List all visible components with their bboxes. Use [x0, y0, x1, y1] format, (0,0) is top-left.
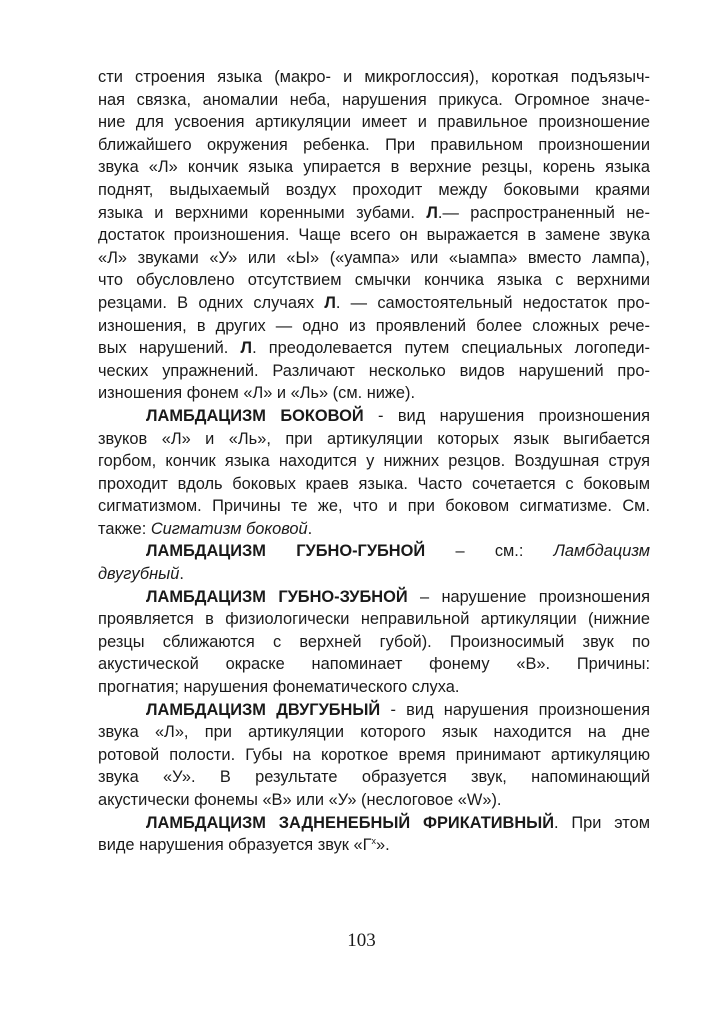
cross-reference: Сигматизм боковой	[150, 519, 308, 538]
text-line: резцы сближаются с верхней губой). Произносимый звук по	[98, 632, 650, 651]
text-line: звука «Л», при артикуляции которого язык находится на дне	[98, 723, 650, 742]
entry-heading-line: ЛАМБДАЦИЗМ БОКОВОЙ - вид нарушения произношения	[146, 406, 650, 425]
entry-heading-line: ЛАМБДАЦИЗМ ДВУГУБНЫЙ - вид нарушения произношения	[146, 700, 650, 719]
text-line: двугубный.	[98, 565, 184, 584]
text-line: достаток произношения. Чаще всего он выражается в замене звука	[98, 226, 650, 245]
entry-term: ЛАМБДАЦИЗМ ГУБНО-ГУБНОЙ	[146, 542, 426, 561]
cross-reference: Ламбдацизм	[553, 542, 650, 561]
text-line: акустической окраске напоминает фонему «В». Причины:	[98, 655, 650, 674]
cross-reference: двугубный	[98, 565, 180, 584]
text-line: изношения, в других — одно из проявлений более сложных рече-	[98, 316, 650, 335]
text-line: сти строения языка (макро- и микроглоссия), короткая подъязыч-	[98, 68, 650, 86]
text-line: ближайшего окружения ребенка. При правильном произношении	[98, 135, 650, 154]
text-line: звуков «Л» и «Ль», при артикуляции которых язык выгибается	[98, 429, 650, 448]
entry-term: ЛАМБДАЦИЗМ ЗАДНЕНЕБНЫЙ ФРИКАТИВНЫЙ	[146, 813, 555, 832]
entry-heading-line: ЛАМБДАЦИЗМ ГУБНО-ГУБНОЙ – см.: Ламбдацизм	[146, 542, 650, 561]
text-line: изношения фонем «Л» и «Ль» (см. ниже).	[98, 384, 415, 403]
text-line: поднят, выдыхаемый воздух проходит между боковыми краями	[98, 180, 650, 199]
entry-term: ЛАМБДАЦИЗМ БОКОВОЙ	[146, 406, 364, 425]
text-line: акустически фонемы «В» или «У» (неслоговое «W»).	[98, 791, 502, 809]
term-abbrev: Л	[426, 203, 438, 222]
term-abbrev: Л	[324, 293, 336, 312]
text-line: виде нарушения образуется звук «$Г^х$».	[98, 836, 390, 855]
text-line: ние для усвоения артикуляции имеет и правильное произношение	[98, 113, 650, 132]
text-line: ческих упражнений. Различают несколько видов нарушений про-	[98, 361, 650, 380]
text-line: звука «У». В результате образуется звук, напоминающий	[98, 768, 650, 787]
text-line: проявляется в физиологически неправильной артикуляции (нижние	[98, 610, 650, 629]
page-text	[98, 66, 650, 857]
text-line: вых нарушений. Л. преодолевается путем специальных логопеди-	[98, 339, 650, 358]
entry-heading-line: ЛАМБДАЦИЗМ ЗАДНЕНЕБНЫЙ ФРИКАТИВНЫЙ. При этом	[146, 813, 650, 832]
entry-term: ЛАМБДАЦИЗМ ДВУГУБНЫЙ	[146, 700, 381, 719]
text-line: ная связка, аномалии неба, нарушения прикуса. Огромное значе-	[98, 90, 650, 109]
text-line: «Л» звуками «У» или «Ы» («уампа» или «ыампа» вместо лампа),	[98, 248, 650, 267]
text-line: языка и верхними коренными зубами. Л.— распространенный не-	[98, 203, 651, 222]
superscript: х	[371, 836, 376, 847]
text-line: прогнатия; нарушения фонематического слуха.	[98, 678, 460, 697]
text-line: сигматизмом. Причины те же, что и при боковом сигматизме. См.	[98, 497, 650, 516]
text-line: что обусловлено отсутствием смычки кончика языка с верхними	[98, 271, 650, 290]
entry-term: ЛАМБДАЦИЗМ ГУБНО-ЗУБНОЙ	[146, 587, 408, 606]
text-line: резцами. В одних случаях Л. — самостоятельный недостаток про-	[98, 293, 650, 312]
text-line: проходит вдоль боковых краев языка. Часто сочетается с боковым	[98, 474, 650, 493]
page-number: 103	[347, 930, 376, 951]
text-line: горбом, кончик языка находится у нижних резцов. Воздушная струя	[98, 452, 650, 471]
text-line: ротовой полости. Губы на короткое время принимают артикуляцию	[98, 745, 650, 764]
entry-heading-line: ЛАМБДАЦИЗМ ГУБНО-ЗУБНОЙ – нарушение произношения	[146, 587, 650, 606]
term-abbrev: Л	[240, 339, 253, 358]
text-line: также: Сигматизм боковой.	[98, 519, 313, 538]
text-line: звука «Л» кончик языка упирается в верхние резцы, корень языка	[98, 158, 650, 177]
